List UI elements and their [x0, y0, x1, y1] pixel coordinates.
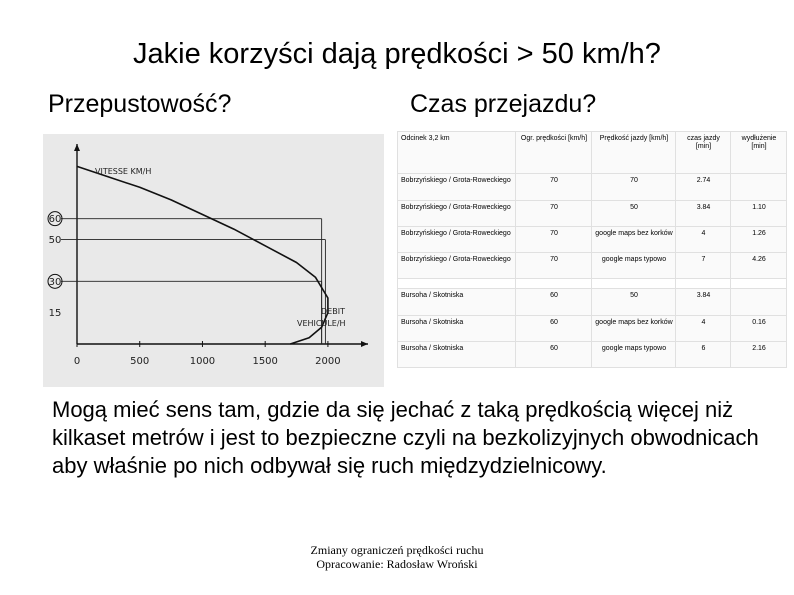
table-cell: 60	[516, 315, 592, 341]
x-axis-arrow	[361, 341, 368, 347]
table-cell: Bobrzyńskiego / Grota-Roweckiego	[398, 253, 516, 279]
table-cell: 70	[516, 174, 592, 200]
x-tick-label: 500	[130, 356, 150, 367]
table-cell: 70	[516, 226, 592, 252]
table-row	[398, 200, 787, 226]
table-row	[398, 341, 787, 367]
table-cell: 1.10	[731, 200, 787, 226]
table-cell: 70	[516, 200, 592, 226]
table-cell: Bursoha / Skotniska	[398, 341, 516, 367]
table-cell	[731, 279, 787, 289]
table-cell: Bobrzyńskiego / Grota-Roweckiego	[398, 200, 516, 226]
slide-footer	[0, 543, 794, 571]
table-cell: google maps bez korków	[592, 226, 676, 252]
x-tick-label: 0	[73, 356, 81, 367]
table-cell: Bobrzyńskiego / Grota-Roweckiego	[398, 226, 516, 252]
table-cell: Bursoha / Skotniska	[398, 289, 516, 315]
table-header-row	[398, 132, 787, 174]
table-cell	[731, 174, 787, 200]
table-header-cell: Ogr. prędkości [km/h]	[516, 132, 592, 174]
table-cell: 4.26	[731, 253, 787, 279]
subtitle-throughput: Przepustowość?	[48, 90, 232, 118]
table-cell: 3.84	[676, 200, 731, 226]
x-tick-label: 1500	[252, 356, 278, 367]
y-axis-label: VITESSE KM/H	[95, 167, 152, 176]
table-cell: 70	[516, 253, 592, 279]
subtitle-travel-time: Czas przejazdu?	[410, 90, 597, 118]
table-row	[398, 279, 787, 289]
table-cell	[516, 279, 592, 289]
table-cell	[592, 279, 676, 289]
table-cell: google maps bez korków	[592, 315, 676, 341]
table-cell: 50	[592, 289, 676, 315]
table-cell	[731, 289, 787, 315]
table-cell: 0.16	[731, 315, 787, 341]
table-cell: 1.26	[731, 226, 787, 252]
y-tick-label: 30	[48, 276, 62, 288]
footer-author: Opracowanie: Radosław Wroński	[316, 557, 478, 571]
table-cell: 2.16	[731, 341, 787, 367]
table-cell: 7	[676, 253, 731, 279]
table-cell: Bobrzyńskiego / Grota-Roweckiego	[398, 174, 516, 200]
table-cell: 2.74	[676, 174, 731, 200]
table-row	[398, 226, 787, 252]
x-tick-label: 2000	[315, 356, 341, 367]
table-cell	[676, 279, 731, 289]
x-axis-label: VEHICULE/H	[297, 319, 346, 328]
table-cell	[398, 279, 516, 289]
table-row	[398, 174, 787, 200]
travel-time-table	[397, 131, 787, 368]
conclusion-paragraph: Mogą mieć sens tam, gdzie da się jechać z taką prędkością więcej niż kilkaset metrów i jest to bezpieczne czyli na bezkolizyjnych obwodnicach aby właśnie po nich odbywał się ruch międzydzielnicowy.	[52, 397, 759, 478]
table-header-cell: Odcinek 3,2 km	[398, 132, 516, 174]
table-row	[398, 289, 787, 315]
speed-flow-curve	[77, 166, 328, 344]
table-cell: google maps typowo	[592, 341, 676, 367]
table-cell: 70	[592, 174, 676, 200]
footer-subject: Zmiany ograniczeń prędkości ruchu	[310, 543, 484, 557]
table-cell: 3.84	[676, 289, 731, 315]
table-cell: 4	[676, 315, 731, 341]
slide-title: Jakie korzyści dają prędkości > 50 km/h?	[133, 38, 661, 70]
speed-flow-chart	[43, 134, 384, 387]
table-header-cell: Prędkość jazdy [km/h]	[592, 132, 676, 174]
y-tick-label: 15	[48, 308, 62, 320]
table-cell: 60	[516, 341, 592, 367]
table-cell: Bursoha / Skotniska	[398, 315, 516, 341]
y-axis-arrow	[74, 144, 80, 151]
table-header-cell: wydłużenie [min]	[731, 132, 787, 174]
table-cell: 50	[592, 200, 676, 226]
x-tick-label: 1000	[189, 356, 216, 367]
table-cell: 4	[676, 226, 731, 252]
table-header-cell: czas jazdy [min]	[676, 132, 731, 174]
table-row	[398, 315, 787, 341]
y-tick-label: 60	[48, 214, 62, 226]
table-row	[398, 253, 787, 279]
table-cell: google maps typowo	[592, 253, 676, 279]
y-tick-label: 50	[48, 235, 62, 247]
table-cell: 60	[516, 289, 592, 315]
table-cell: 6	[676, 341, 731, 367]
speed-flow-chart-svg	[43, 134, 384, 387]
x-axis-label: DEBIT	[321, 307, 345, 316]
